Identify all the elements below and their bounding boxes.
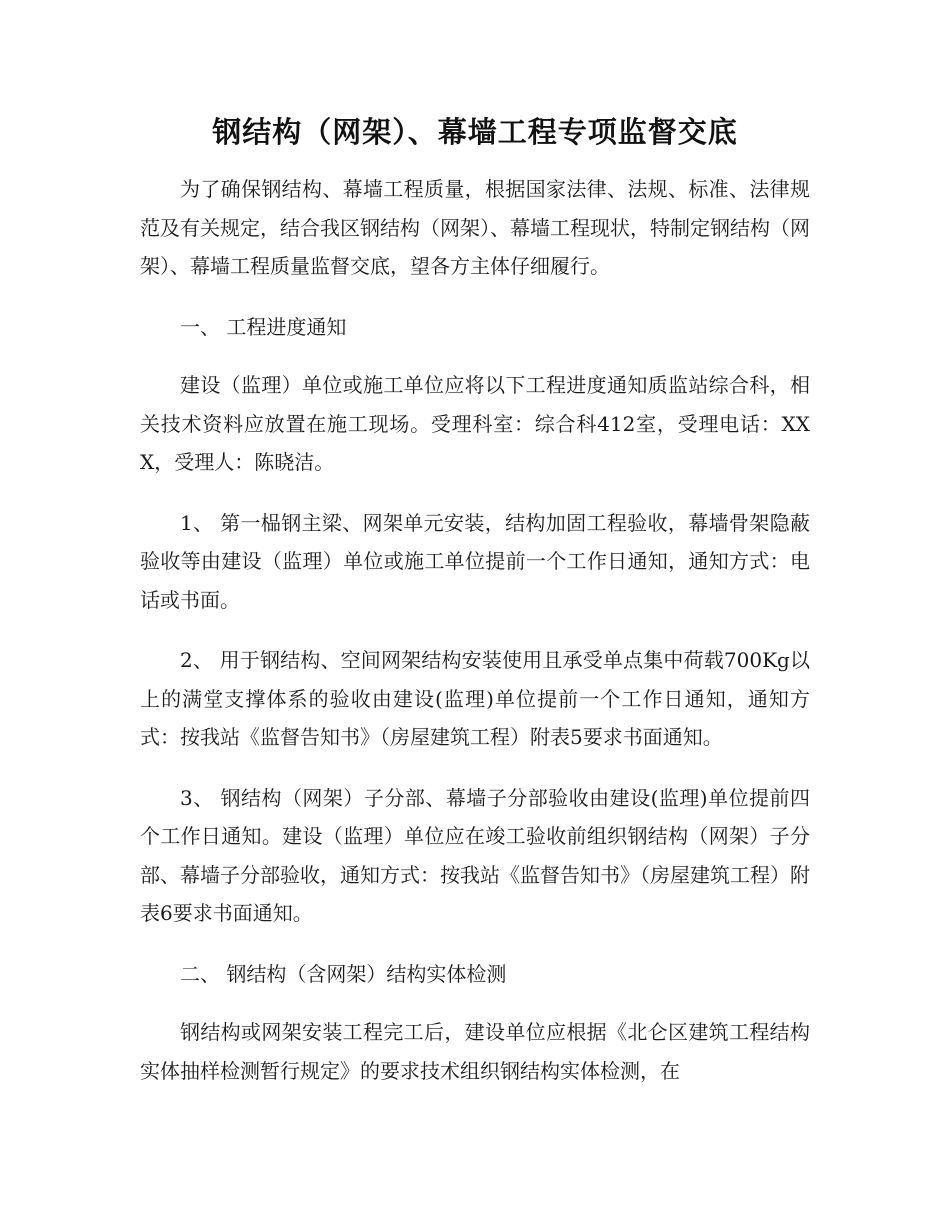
item-3-paragraph: 3、 钢结构（网架）子分部、幕墙子分部验收由建设(监理)单位提前四个工作日通知。建设（监理）单位应在竣工验收前组织钢结构（网架）子分部、幕墙子分部验收，通知方式：按我站《监督告知书》（房屋建筑工程）附表6要求书面通知。 [140, 785, 810, 925]
progress-notice-paragraph: 建设（监理）单位或施工单位应将以下工程进度通知质监站综合科，相关技术资料应放置在施工现场。受理科室：综合科412室，受理电话：XXX，受理人：陈晓洁。 [140, 373, 810, 474]
document-body [140, 170, 810, 1112]
item-2-paragraph: 2、 用于钢结构、空间网架结构安装使用且承受单点集中荷载700Kg以上的满堂支撑体系的验收由建设(监理)单位提前一个工作日通知，通知方式：按我站《监督告知书》（房屋建筑工程）附表5要求书面通知。 [140, 648, 810, 749]
item-1-paragraph: 1、 第一榀钢主梁、网架单元安装，结构加固工程验收，幕墙骨架隐蔽验收等由建设（监理）单位或施工单位提前一个工作日通知，通知方式：电话或书面。 [140, 510, 810, 612]
document-title: 钢结构（网架）、幕墙工程专项监督交底 [212, 115, 738, 149]
structural-testing-paragraph: 钢结构或网架安装工程完工后，建设单位应根据《北仑区建筑工程结构实体抽样检测暂行规定》的要求技术组织钢结构实体检测，在 [140, 1020, 810, 1083]
section-heading-structural-testing: 二、 钢结构（含网架）结构实体检测 [180, 961, 507, 986]
section-heading-progress-notice: 一、 工程进度通知 [180, 314, 347, 339]
intro-paragraph: 为了确保钢结构、幕墙工程质量，根据国家法律、法规、标准、法律规范及有关规定，结合我区钢结构（网架）、幕墙工程现状，特制定钢结构（网架）、幕墙工程质量监督交底，望各方主体仔细履行。 [140, 177, 810, 278]
